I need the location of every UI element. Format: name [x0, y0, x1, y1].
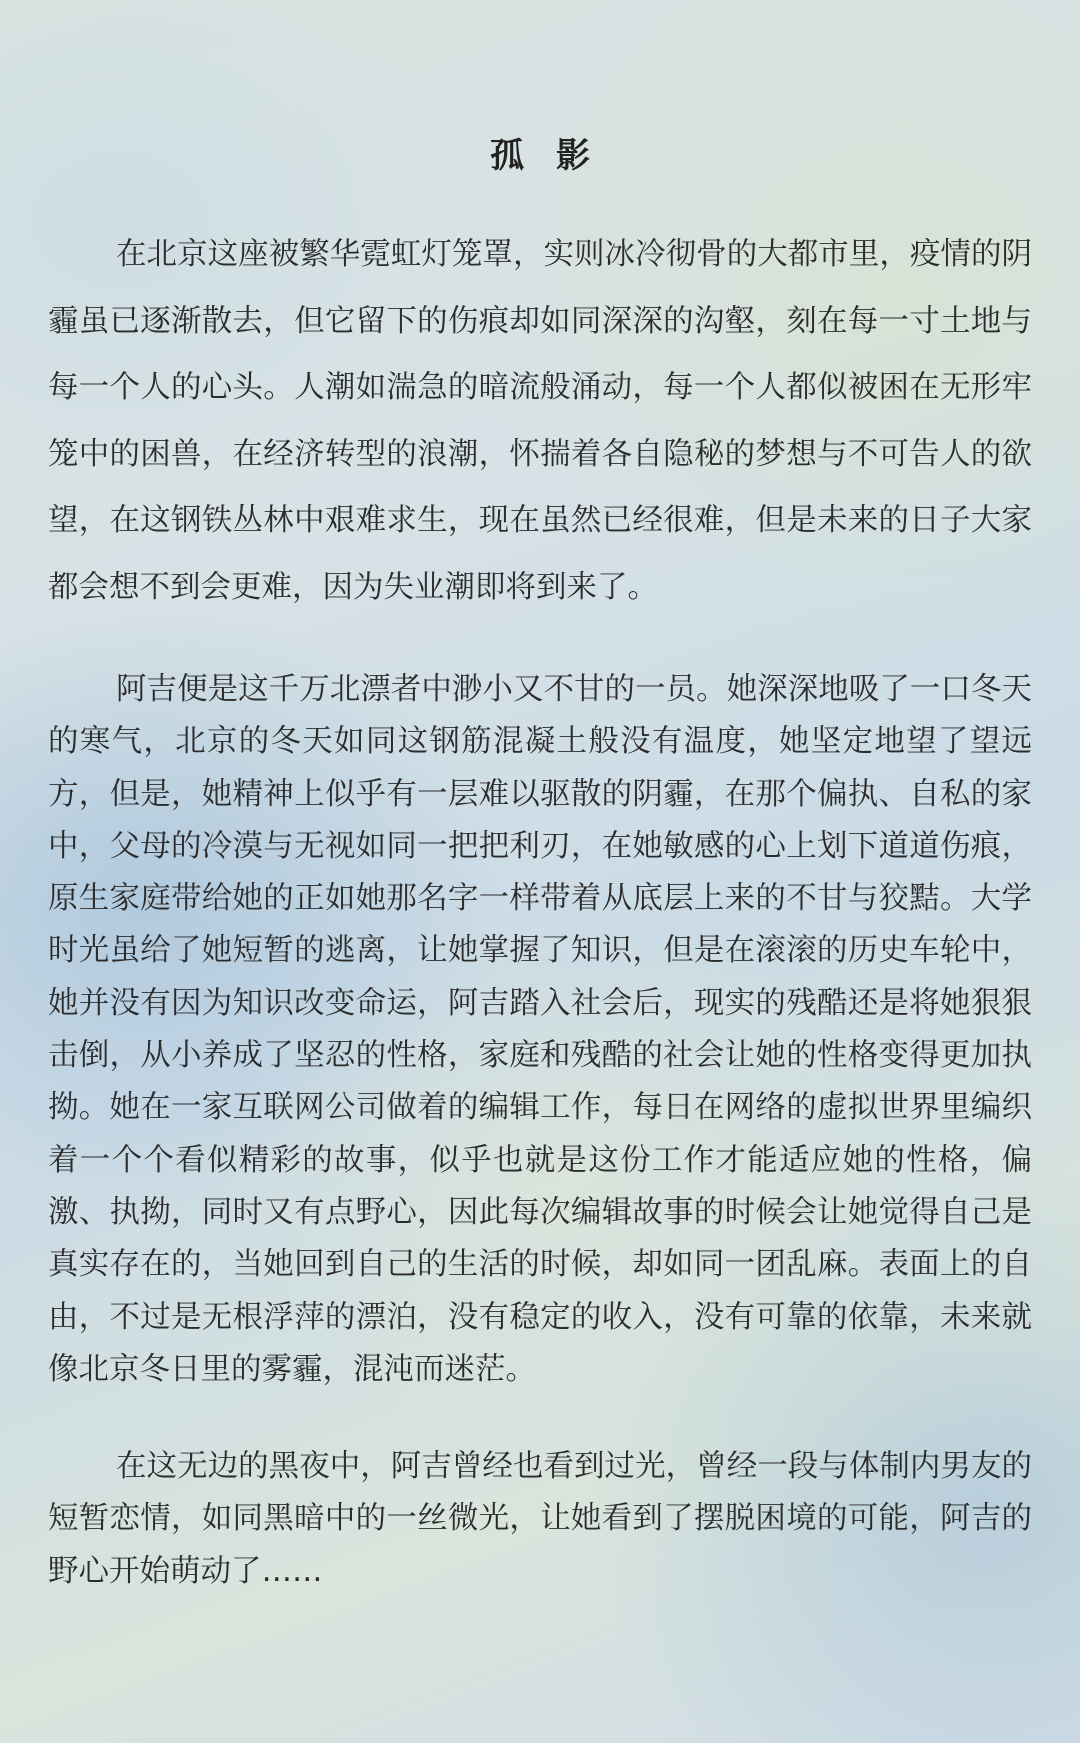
- paragraph-3: 在这无边的黑夜中，阿吉曾经也看到过光，曾经一段与体制内男友的短暂恋情，如同黑暗中的一丝微光，让她看到了摆脱困境的可能，阿吉的野心开始萌动了……: [48, 1449, 1032, 1589]
- paragraph-1: 在北京这座被繁华霓虹灯笼罩，实则冰冷彻骨的大都市里，疫情的阴霾虽已逐渐散去，但它留下的伤痕却如同深深的沟壑，刻在每一寸土地与每一个人的心头。人潮如湍急的暗流般涌动，每一个人都似被困在无形牢笼中的困兽，在经济转型的浪潮，怀揣着各自隐秘的梦想与不可告人的欲望，在这钢铁丛林中艰难求生，现在虽然已经很难，但是未来的日子大家都会想不到会更难，因为失业潮即将到来了。: [48, 237, 1032, 605]
- paragraph-2: 阿吉便是这千万北漂者中渺小又不甘的一员。她深深地吸了一口冬天的寒气，北京的冬天如同这钢筋混凝土般没有温度，她坚定地望了望远方，但是，她精神上似乎有一层难以驱散的阴霾，在那个偏执、自私的家中，父母的冷漠与无视如同一把把利刃，在她敏感的心上划下道道伤痕，原生家庭带给她的正如她那名字一样带着从底层上来的不甘与狡黠。大学时光虽给了她短暂的逃离，让她掌握了知识，但是在滚滚的历史车轮中，她并没有因为知识改变命运，阿吉踏入社会后，现实的残酷还是将她狠狠击倒，从小养成了坚忍的性格，家庭和残酷的社会让她的性格变得更加执拗。她在一家互联网公司做着的编辑工作，每日在网络的虚拟世界里编织着一个个看似精彩的故事，似乎也就是这份工作才能适应她的性格，偏激、执拗，同时又有点野心，因此每次编辑故事的时候会让她觉得自己是真实存在的，当她回到自己的生活的时候，却如同一团乱麻。表面上的自由，不过是无根浮萍的漂泊，没有稳定的收入，没有可靠的依靠，未来就像北京冬日里的雾霾，混沌而迷茫。: [48, 672, 1032, 1387]
- page-title: 孤影: [490, 136, 622, 176]
